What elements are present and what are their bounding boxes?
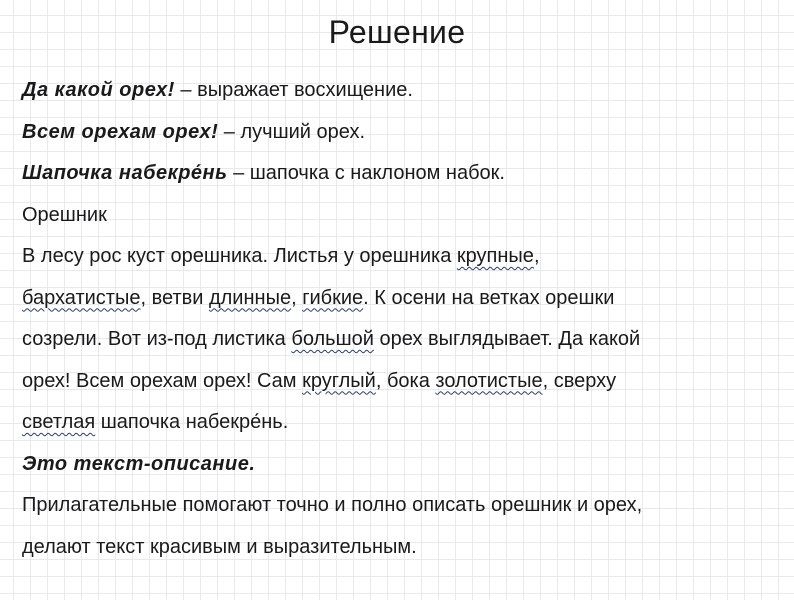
text-line-1 <box>22 236 782 278</box>
text-fragment: , бока <box>375 369 436 392</box>
text-fragment: созрели. Вот из-под листика <box>22 328 292 350</box>
text-line-2 <box>22 278 782 320</box>
adjective-underlined: бархатистые <box>22 286 141 309</box>
phrase-bold: Шапочка набекре́нь <box>22 162 228 184</box>
text-fragment: , <box>291 286 303 309</box>
phrase-line-2 <box>22 112 782 154</box>
adjective-underlined: крупные <box>456 245 534 267</box>
adjective-underlined: светлая <box>22 411 96 433</box>
phrase-explanation: – лучший орех. <box>218 120 366 143</box>
text-line-3 <box>22 319 782 361</box>
page-title: Решение <box>328 14 466 50</box>
text-line-5 <box>22 402 782 444</box>
phrase-line-3 <box>22 153 782 195</box>
text-fragment: орех! Всем орехам орех! Сам <box>22 369 303 392</box>
text-fragment: , ветви <box>140 286 209 309</box>
phrase-explanation: – выражает восхищение. <box>174 79 413 101</box>
text-fragment: орех выглядывает. Да какой <box>373 328 641 350</box>
text-line-4 <box>22 361 782 403</box>
text-heading: Орешник <box>22 203 107 226</box>
phrase-bold: Всем орехам орех! <box>22 120 219 143</box>
adjective-underlined: большой <box>291 328 374 350</box>
conclusion-line-2: делают текст красивым и выразительным. <box>22 535 417 558</box>
text-fragment: , <box>533 245 540 267</box>
conclusion-line-1: Прилагательные помогают точно и полно описать орешник и орех, <box>22 494 643 516</box>
conclusion-bold: Это текст-описание. <box>22 452 256 475</box>
phrase-bold: Да какой орех! <box>22 79 175 101</box>
phrase-line-1 <box>22 70 782 112</box>
adjective-underlined: круглый <box>302 369 376 392</box>
text-fragment: В лесу рос куст орешника. Листья у орешника <box>22 245 457 267</box>
adjective-underlined: гибкие <box>302 286 364 309</box>
adjective-underlined: длинные <box>208 286 292 309</box>
text-fragment: шапочка набекре́нь. <box>95 411 289 433</box>
text-fragment: . К осени на ветках орешки <box>363 286 615 309</box>
text-fragment: , сверху <box>542 369 617 392</box>
solution-body <box>22 70 782 568</box>
adjective-underlined: золотистые <box>435 369 543 392</box>
phrase-explanation: – шапочка с наклоном набок. <box>227 162 505 184</box>
